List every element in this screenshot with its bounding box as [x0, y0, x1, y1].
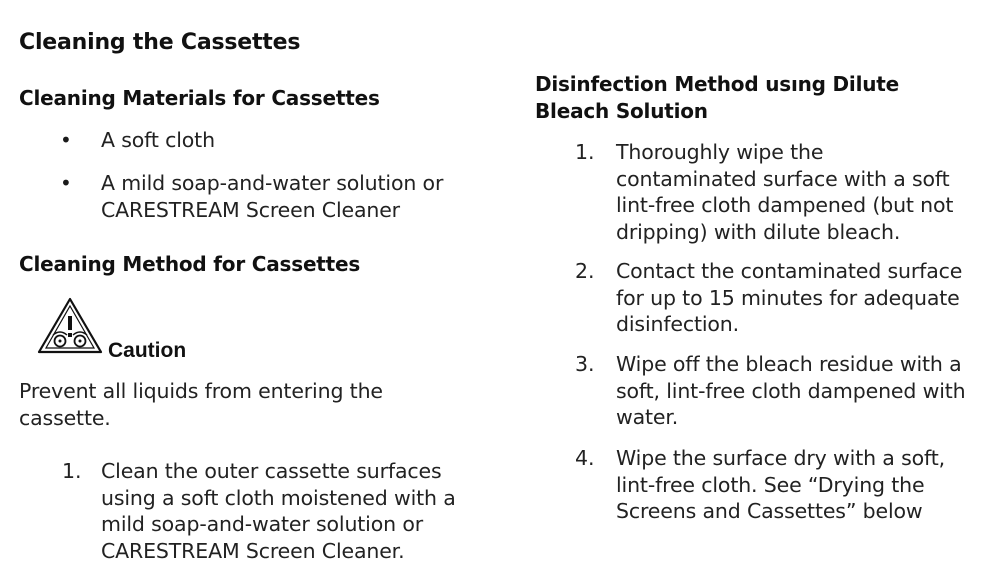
- step-number: 1.: [62, 459, 82, 483]
- disinfection-steps: [500, 139, 980, 539]
- caution-text: Prevent all liquids from entering the cassette.: [19, 379, 383, 430]
- step-text: Wipe off the bleach residue with a soft, lint-free cloth dampened with water.: [616, 352, 966, 429]
- step-number: 4.: [575, 446, 595, 470]
- step-number: 3.: [575, 352, 595, 376]
- section-title: Cleaning the Cassettes: [19, 30, 301, 55]
- step-number: 2.: [575, 259, 595, 283]
- method-heading: Cleaning Method for Cassettes: [19, 252, 361, 276]
- step-text: Clean the outer cassette surfaces using a soft cloth moistened with a mild soap-and-water solution or CARESTREAM Screen Cleaner.: [101, 459, 456, 563]
- caution-triangle-icon: [37, 297, 103, 355]
- step-text: Thoroughly wipe the contaminated surface with a soft lint-free cloth dampened (but not dripping) with dilute bleach.: [616, 140, 954, 244]
- materials-item: A mild soap-and-water solution or CARESTREAM Screen Cleaner: [101, 171, 444, 222]
- materials-heading: Cleaning Materials for Cassettes: [19, 86, 380, 110]
- step-number: 1.: [575, 140, 595, 164]
- step-text: Wipe the surface dry with a soft, lint-free cloth. See “Drying the Screens and Cassettes” below: [616, 446, 945, 523]
- bullet-icon: •: [60, 128, 72, 152]
- caution-label: Caution: [108, 339, 187, 362]
- materials-item: A soft cloth: [101, 128, 215, 152]
- bullet-icon: •: [60, 171, 72, 195]
- step-text: Contact the contaminated surface for up to 15 minutes for adequate disinfection.: [616, 259, 963, 336]
- cleaning-steps: [0, 458, 500, 568]
- materials-list: [0, 127, 500, 227]
- disinfection-heading: Disinfection Method usıng Dilute Bleach Solution: [535, 72, 900, 123]
